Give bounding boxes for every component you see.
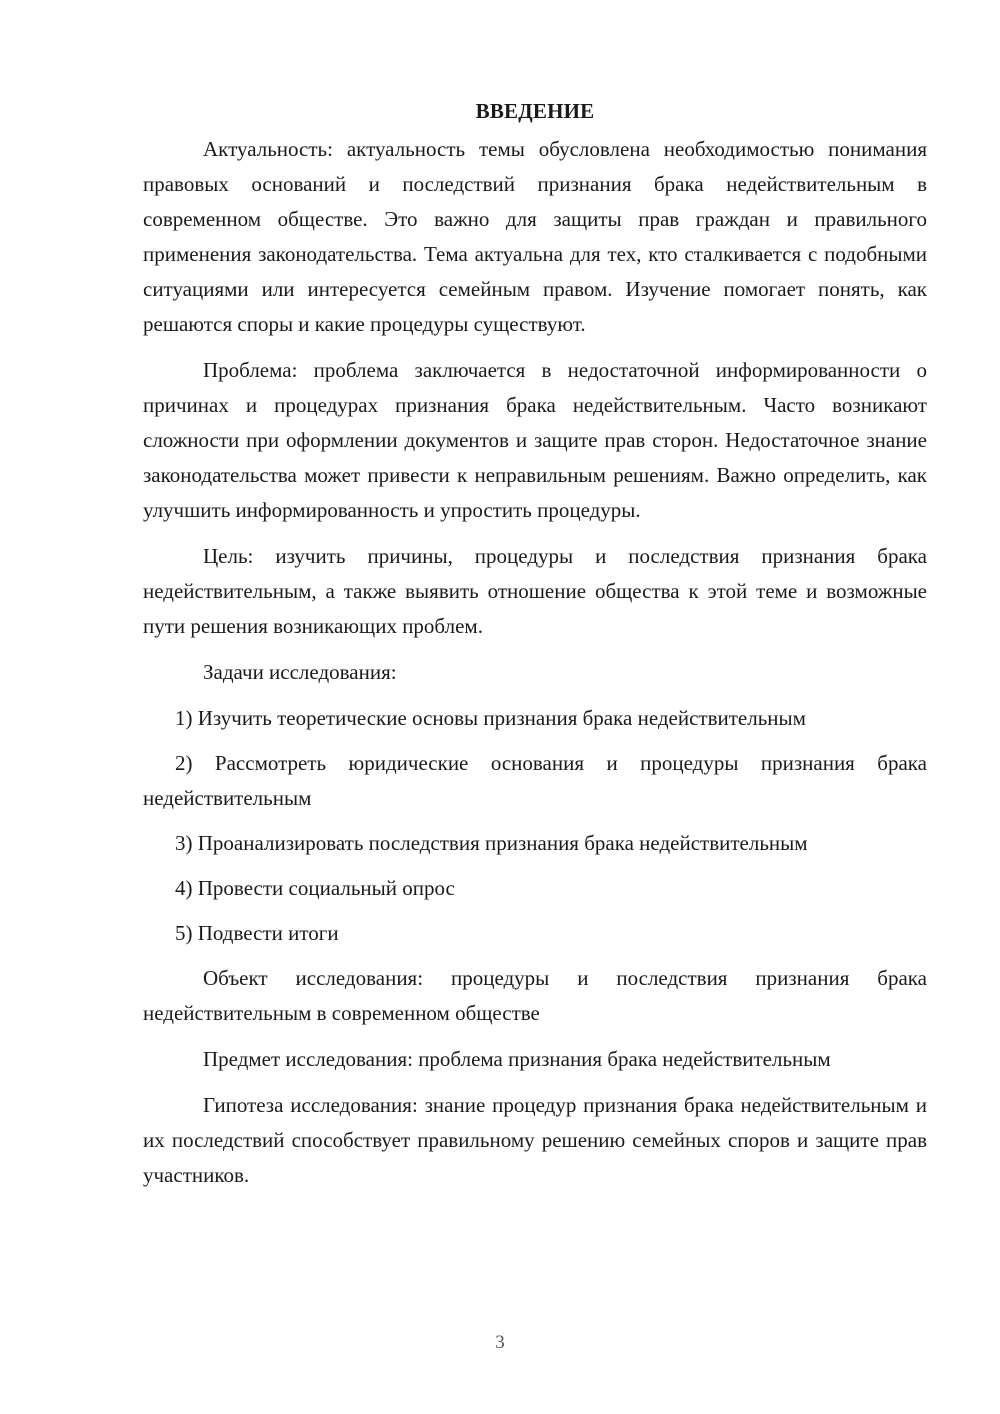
subject-paragraph: Предмет исследования: проблема признания брака недействительным	[203, 1047, 831, 1071]
task-item: 4) Провести социальный опрос	[175, 876, 455, 900]
page-title: ВВЕДЕНИЕ	[475, 99, 595, 123]
object-paragraph: Объект исследования: процедуры и последствия признания брака недействительным в современном обществе	[143, 966, 927, 1025]
task-item: 2) Рассмотреть юридические основания и процедуры признания брака недействительным	[143, 751, 927, 810]
relevance-paragraph: Актуальность: актуальность темы обусловлена необходимостью понимания правовых оснований и последствий признания брака недействительным в современном обществе. Это важно для защиты прав граждан и правильного применения законодательства. Тема актуальна для тех, кто сталкивается с подобными ситуациями или интересуется семейным правом. Изучение помогает понять, как решаются споры и какие процедуры существуют.	[143, 137, 927, 336]
task-item: 1) Изучить теоретические основы признания брака недействительным	[175, 706, 806, 730]
goal-paragraph: Цель: изучить причины, процедуры и последствия признания брака недействительным, а также выявить отношение общества к этой теме и возможные пути решения возникающих проблем.	[143, 544, 927, 638]
page-number: 3	[495, 1332, 505, 1353]
document-page	[143, 94, 927, 1204]
problem-paragraph: Проблема: проблема заключается в недостаточной информированности о причинах и процедурах признания брака недействительным. Часто возникают сложности при оформлении документов и защите прав сторон. Недостаточное знание законодательства может привести к неправильным решениям. Важно определить, как улучшить информированность и упростить процедуры.	[143, 358, 927, 522]
task-item: 3) Проанализировать последствия признания брака недействительным	[175, 831, 808, 855]
task-item: 5) Подвести итоги	[175, 921, 339, 945]
hypothesis-paragraph: Гипотеза исследования: знание процедур признания брака недействительным и их последствий способствует правильному решению семейных споров и защите прав участников.	[143, 1093, 927, 1187]
tasks-heading: Задачи исследования:	[203, 660, 397, 684]
